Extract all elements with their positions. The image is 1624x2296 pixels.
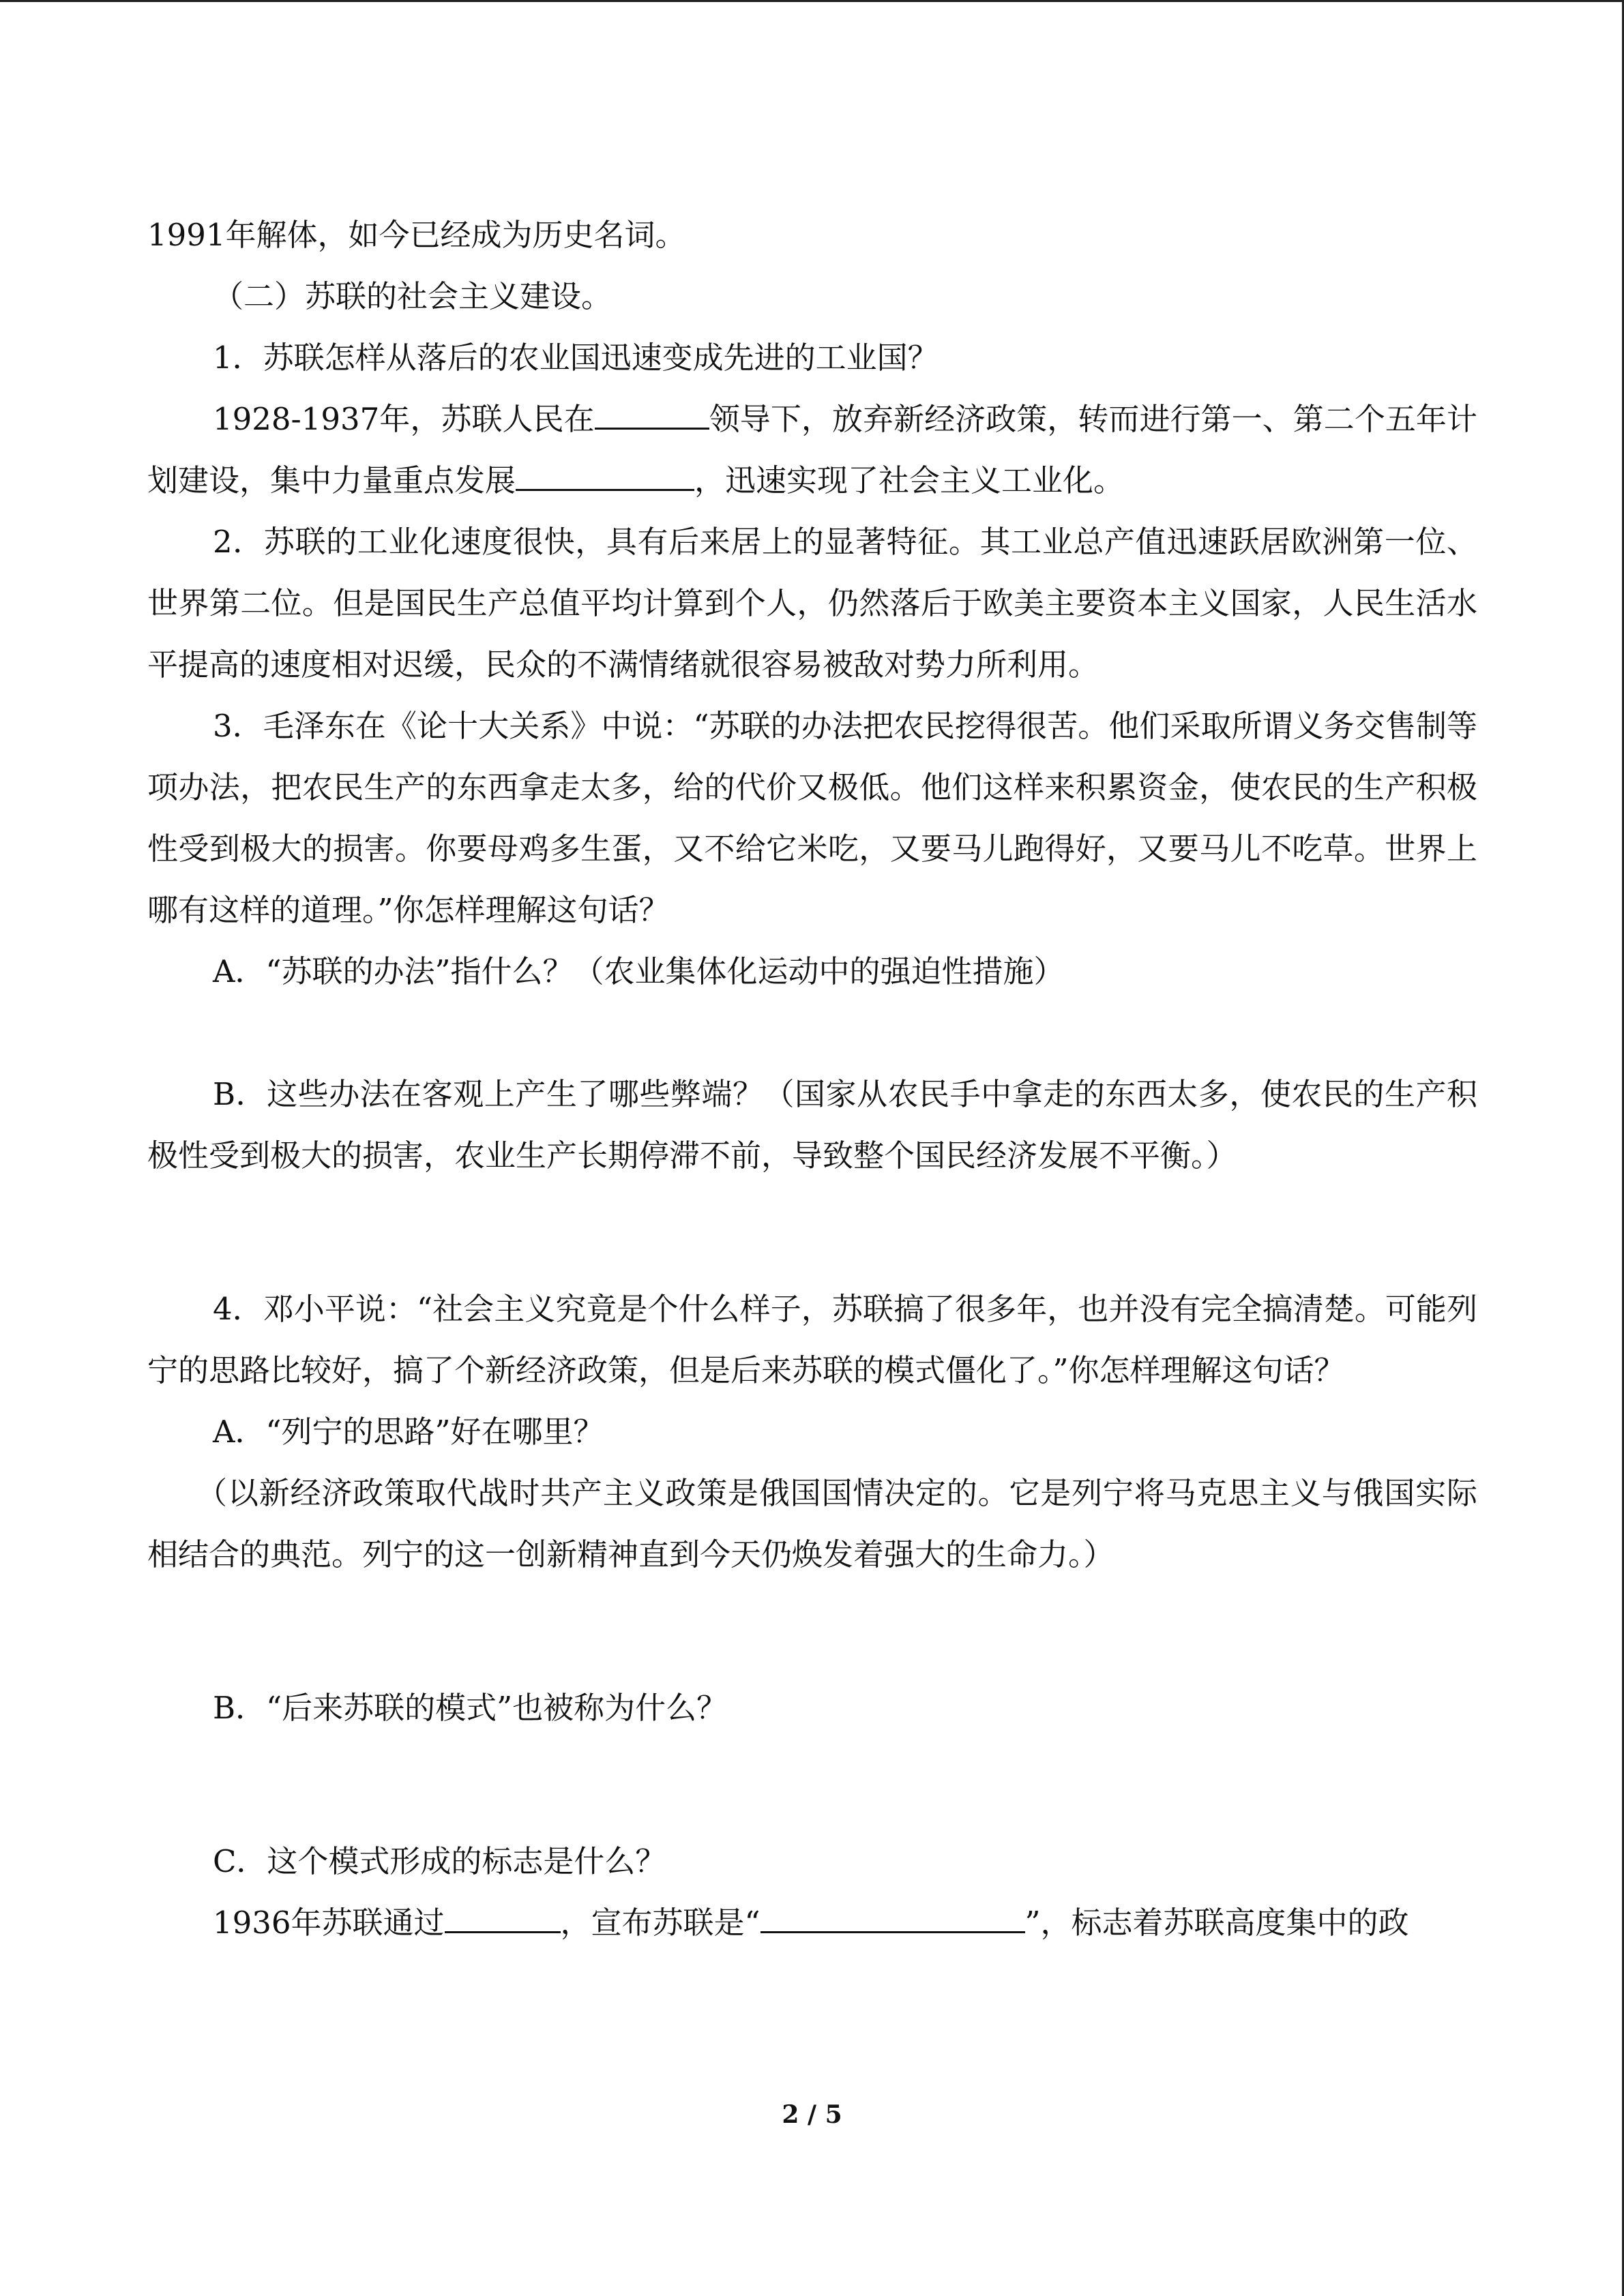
text-fragment: 领导下，放弃新经济政策，转而进行第一、第二个五年计划建设，集中力量重点发展 (147, 401, 1477, 498)
answer-space (147, 1739, 1477, 1831)
section-title: （二）苏联的社会主义建设。 (213, 278, 612, 314)
paragraph-constitution (147, 1892, 1477, 1954)
question-3b (147, 1064, 1477, 1187)
question-4b (147, 1678, 1477, 1739)
answer-space (147, 1187, 1477, 1279)
answer-4a (147, 1463, 1477, 1585)
question-4 (147, 1279, 1477, 1401)
answer-space (147, 1585, 1477, 1678)
sub-question-text: C．这个模式形成的标志是什么？ (213, 1843, 666, 1879)
text-fragment: ”，标志着苏联高度集中的政 (1024, 1905, 1409, 1941)
text-fragment: ，迅速实现了社会主义工业化。 (694, 462, 1125, 498)
document-body (147, 205, 1477, 1954)
fill-blank-constitution[interactable] (445, 1900, 561, 1933)
page-number: 2 / 5 (782, 2100, 842, 2129)
answer-space (147, 1002, 1477, 1064)
fill-blank-industry[interactable] (516, 458, 694, 491)
paragraph-industrialization (147, 389, 1477, 511)
question-1 (147, 327, 1477, 389)
question-text: 3．毛泽东在《论十大关系》中说：“苏联的办法把农民挖得很苦。他们采取所谓义务交售制等项办法，把农民生产的东西拿走太多，给的代价又极低。他们这样来积累资金，使农民的生产积极性受到极大的损害。你要母鸡多生蛋，又不给它米吃，又要马儿跑得好，又要马儿不吃草。世界上哪有这样的道理。”你怎样理解这句话？ (147, 708, 1477, 928)
fill-blank-leader[interactable] (595, 397, 709, 430)
paragraph-continuation (147, 205, 1477, 266)
text-line: 1991年解体，如今已经成为历史名词。 (147, 217, 686, 253)
text-fragment: ，宣布苏联是“ (560, 1905, 761, 1941)
section-heading (147, 266, 1477, 327)
question-3a (147, 941, 1477, 1002)
sub-question-text: A．“列宁的思路”好在哪里？ (213, 1414, 604, 1450)
sub-question-text: A．“苏联的办法”指什么？（农业集体化运动中的强迫性措施） (213, 953, 1065, 989)
text-fragment: 1936年苏联通过 (213, 1905, 445, 1941)
answer-text: （以新经济政策取代战时共产主义政策是俄国国情决定的。它是列宁将马克思主义与俄国实际相结合的典范。列宁的这一创新精神直到今天仍焕发着强大的生命力。） (147, 1475, 1477, 1572)
question-3 (147, 696, 1477, 941)
question-4c (147, 1831, 1477, 1892)
question-text: 2．苏联的工业化速度很快，具有后来居上的显著特征。其工业总产值迅速跃居欧洲第一位、世界第二位。但是国民生产总值平均计算到个人，仍然落后于欧美主要资本主义国家，人民生活水平提高的速度相对迟缓，民众的不满情绪就很容易被敌对势力所利用。 (147, 524, 1477, 683)
question-text: 1．苏联怎样从落后的农业国迅速变成先进的工业国？ (213, 340, 939, 376)
question-4a (147, 1401, 1477, 1463)
text-fragment: 1928-1937年，苏联人民在 (213, 401, 595, 437)
fill-blank-state-type[interactable] (761, 1900, 1025, 1933)
question-2 (147, 511, 1477, 696)
question-text: 4．邓小平说：“社会主义究竟是个什么样子，苏联搞了很多年，也并没有完全搞清楚。可能列宁的思路比较好，搞了个新经济政策，但是后来苏联的模式僵化了。”你怎样理解这句话？ (147, 1291, 1477, 1388)
sub-question-text: B．“后来苏联的模式”也被称为什么？ (213, 1690, 728, 1726)
sub-question-text: B．这些办法在客观上产生了哪些弊端？（国家从农民手中拿走的东西太多，使农民的生产积极性受到极大的损害，农业生产长期停滞不前，导致整个国民经济发展不平衡。） (147, 1076, 1477, 1174)
